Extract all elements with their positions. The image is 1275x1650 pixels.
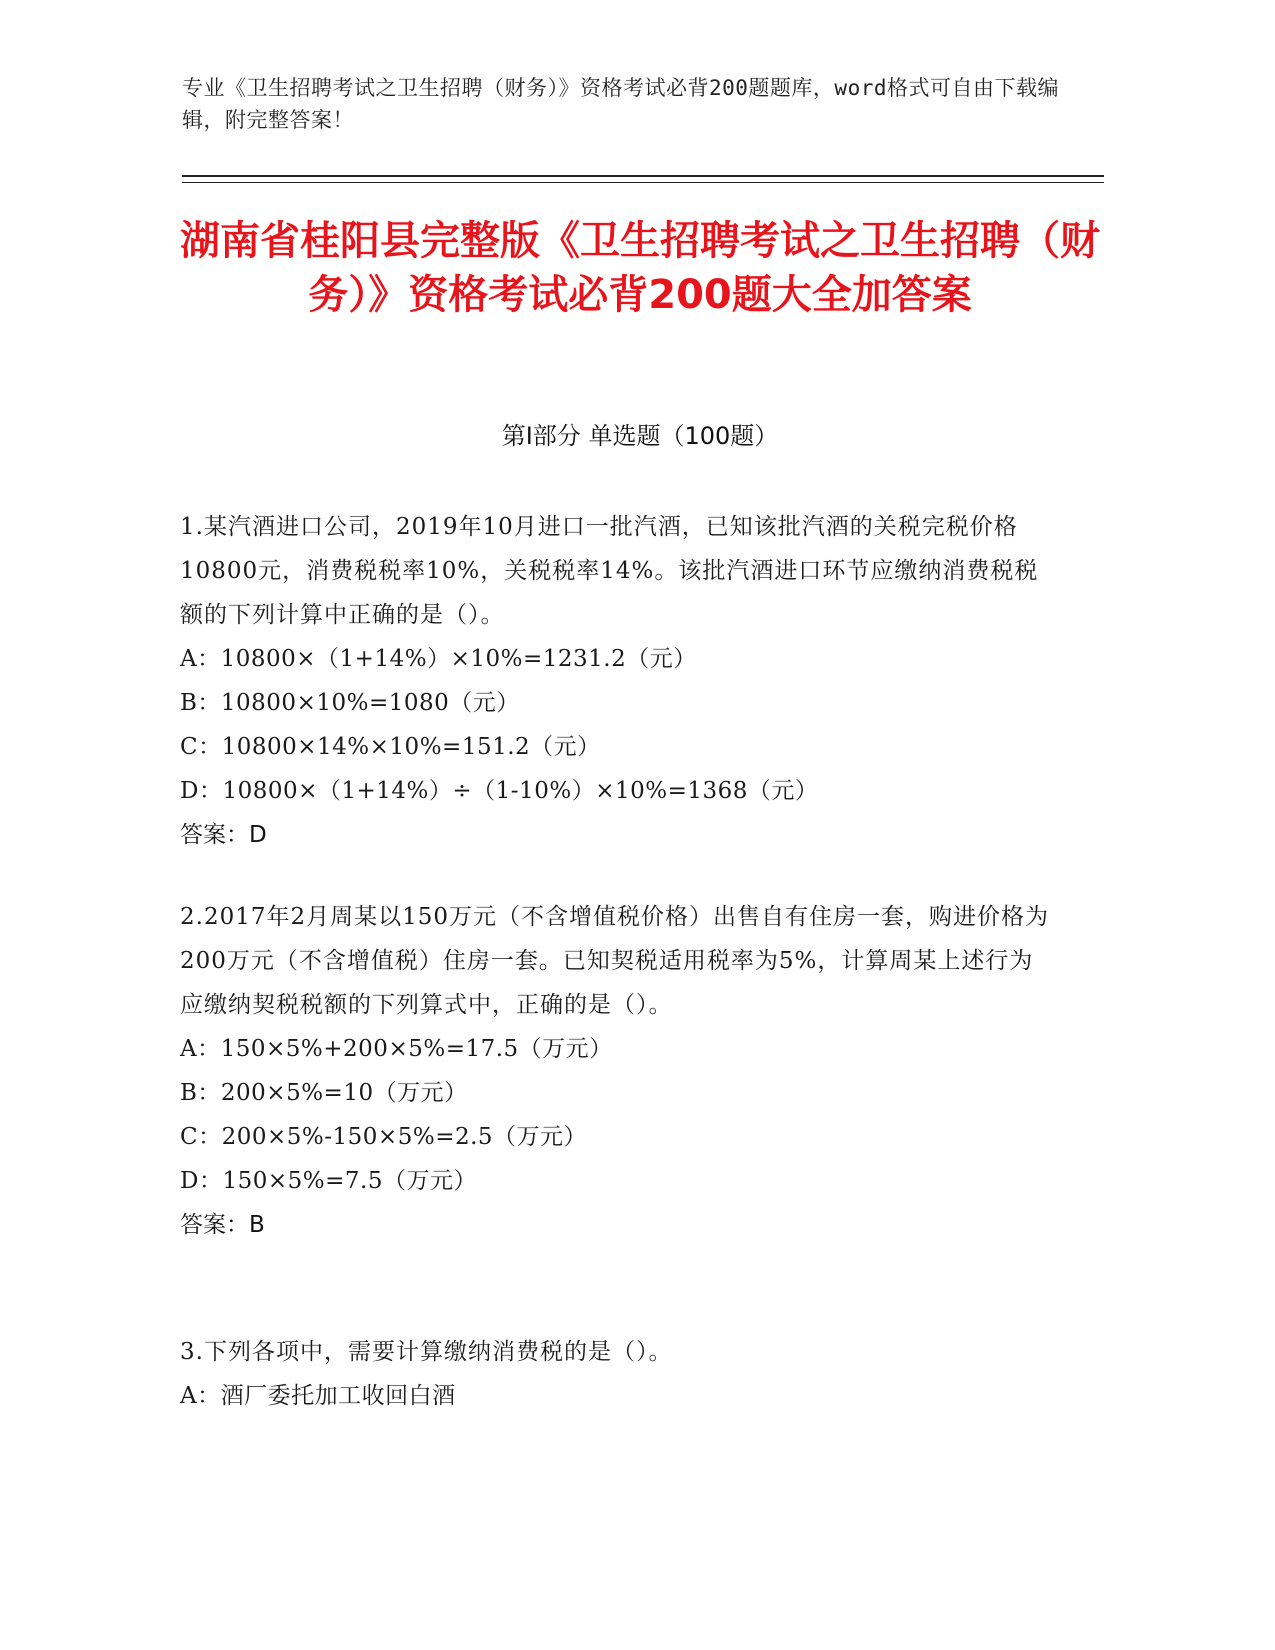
- question-stem: 3.下列各项中，需要计算缴纳消费税的是（）。: [180, 1339, 673, 1365]
- document-title: 湖南省桂阳县完整版《卫生招聘考试之卫生招聘（财务）》资格考试必背200题大全加答案: [180, 218, 1100, 318]
- option-d: D：150×5%=7.5（万元）: [180, 1168, 477, 1194]
- option-a: A：酒厂委托加工收回白酒: [180, 1383, 456, 1409]
- answer-line: 答案：D: [180, 822, 267, 848]
- question-stem: 2.2017年2月周某以150万元（不含增值税价格）出售自有住房一套，购进价格为200万元（不含增值税）住房一套。已知契税适用税率为5%，计算周某上述行为应缴纳契税税额的下列算式中，正确的是（）。: [180, 904, 1050, 1018]
- option-c: C：10800×14%×10%=151.2（元）: [180, 734, 601, 760]
- option-b: B：10800×10%=1080（元）: [180, 690, 520, 716]
- header-divider: [182, 175, 1104, 183]
- answer-line: 答案：B: [180, 1212, 265, 1238]
- option-a: A：10800×（1+14%）×10%=1231.2（元）: [180, 646, 697, 672]
- question-stem: 1.某汽酒进口公司，2019年10月进口一批汽酒，已知该批汽酒的关税完税价格10800元，消费税税率10%，关税税率14%。该批汽酒进口环节应缴纳消费税税额的下列计算中正确的是（）。: [180, 514, 1039, 628]
- question-item: [180, 505, 1050, 857]
- section-title: 第Ⅰ部分 单选题（100题）: [501, 422, 779, 450]
- header-note: 专业《卫生招聘考试之卫生招聘（财务）》资格考试必背200题题库，word格式可自由下载编辑，附完整答案！: [182, 76, 1059, 132]
- question-item: [180, 1330, 1050, 1418]
- question-item: [180, 895, 1050, 1247]
- option-d: D：10800×（1+14%）÷（1-10%）×10%=1368（元）: [180, 778, 819, 804]
- option-b: B：200×5%=10（万元）: [180, 1080, 468, 1106]
- option-a: A：150×5%+200×5%=17.5（万元）: [180, 1036, 613, 1062]
- option-c: C：200×5%-150×5%=2.5（万元）: [180, 1124, 588, 1150]
